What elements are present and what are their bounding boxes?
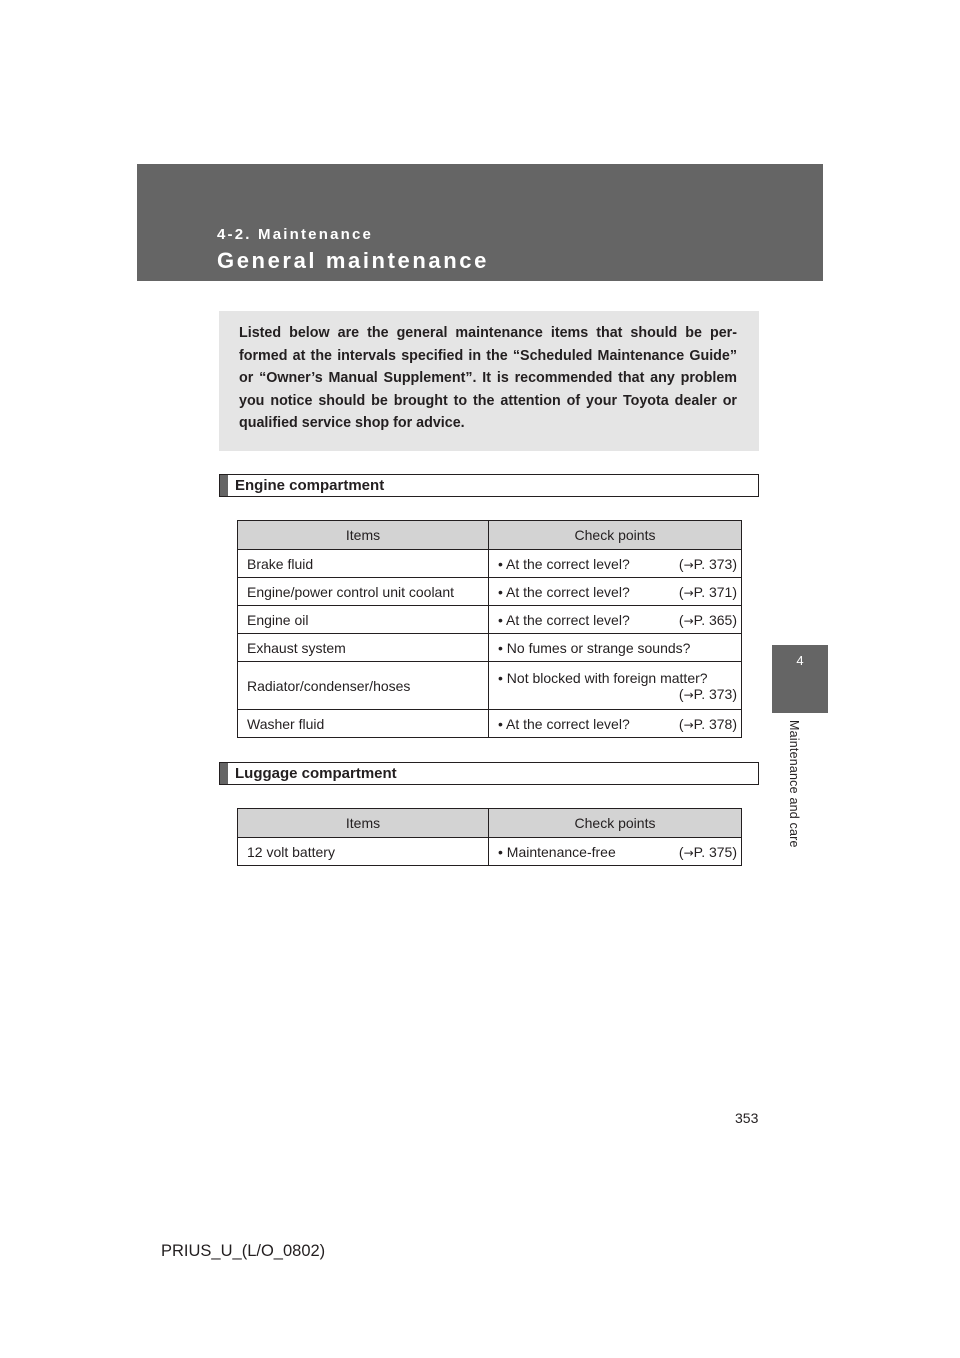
- heading-marker: [220, 475, 228, 496]
- check-cell: [489, 710, 742, 738]
- page-reference: (→P. 378): [678, 715, 737, 732]
- check-text: • Maintenance-free: [498, 843, 616, 860]
- page-reference: (→P. 365): [678, 611, 737, 628]
- heading-marker: [220, 763, 228, 784]
- intro-box: [219, 311, 759, 451]
- intro-text: Listed below are the general maintenance items that should be per-formed at the intervals specified in the “Scheduled Maintenance Guide” or “Owner’s Manual Supplement”. It is recommended that any problem you notice should be brought to the attention of your Toyota dealer or qualified service shop for advice.: [239, 325, 737, 432]
- check-text: • At the correct level?: [498, 583, 630, 600]
- table-row: [238, 578, 742, 606]
- page-reference: (→P. 373): [678, 555, 737, 572]
- table-row: [238, 606, 742, 634]
- table-header-row: [238, 521, 742, 550]
- table-row: [238, 838, 742, 866]
- heading-text: Engine compartment: [235, 477, 385, 494]
- arrow-icon: →: [683, 717, 694, 732]
- page-number: 353: [735, 1110, 759, 1126]
- table-header-row: [238, 809, 742, 838]
- page-reference: (→P. 373): [678, 685, 737, 702]
- document-code: PRIUS_U_(L/O_0802): [161, 1242, 326, 1260]
- engine-compartment-heading: [219, 474, 759, 497]
- column-header-check-points: Check points: [489, 521, 742, 550]
- item-cell: Exhaust system: [238, 634, 489, 662]
- table-row: [238, 662, 742, 710]
- page-title: General maintenance: [217, 248, 489, 273]
- arrow-icon: →: [683, 613, 694, 628]
- chapter-header: [137, 164, 823, 281]
- chapter-tab-number: 4: [796, 653, 804, 668]
- chapter-tab-label: Maintenance and care: [787, 720, 801, 848]
- column-header-items: Items: [238, 521, 489, 550]
- page-reference: (→P. 375): [678, 843, 737, 860]
- table-row: [238, 550, 742, 578]
- check-cell: [489, 634, 742, 662]
- check-text: • No fumes or strange sounds?: [498, 639, 691, 656]
- engine-compartment-table: [237, 520, 742, 738]
- page-reference: (→P. 371): [678, 583, 737, 600]
- arrow-icon: →: [683, 585, 694, 600]
- chapter-tab: [772, 645, 828, 713]
- item-cell: Radiator/condenser/hoses: [238, 662, 489, 710]
- check-cell: [489, 606, 742, 634]
- table-row: [238, 710, 742, 738]
- item-cell: Engine oil: [238, 606, 489, 634]
- column-header-items: Items: [238, 809, 489, 838]
- check-text: • At the correct level?: [498, 611, 630, 628]
- item-cell: Engine/power control unit coolant: [238, 578, 489, 606]
- check-cell: [489, 662, 742, 710]
- check-text: • At the correct level?: [498, 555, 630, 572]
- item-cell: Washer fluid: [238, 710, 489, 738]
- luggage-compartment-table: [237, 808, 742, 866]
- check-cell: [489, 550, 742, 578]
- arrow-icon: →: [683, 557, 694, 572]
- item-cell: Brake fluid: [238, 550, 489, 578]
- arrow-icon: →: [683, 845, 694, 860]
- arrow-icon: →: [683, 687, 694, 702]
- check-cell: [489, 838, 742, 866]
- check-text: • Not blocked with foreign matter?: [498, 669, 708, 686]
- luggage-compartment-heading: [219, 762, 759, 785]
- item-cell: 12 volt battery: [238, 838, 489, 866]
- check-cell: [489, 578, 742, 606]
- check-text: • At the correct level?: [498, 715, 630, 732]
- section-number: 4-2. Maintenance: [217, 226, 374, 243]
- table-row: [238, 634, 742, 662]
- heading-text: Luggage compartment: [235, 765, 397, 782]
- column-header-check-points: Check points: [489, 809, 742, 838]
